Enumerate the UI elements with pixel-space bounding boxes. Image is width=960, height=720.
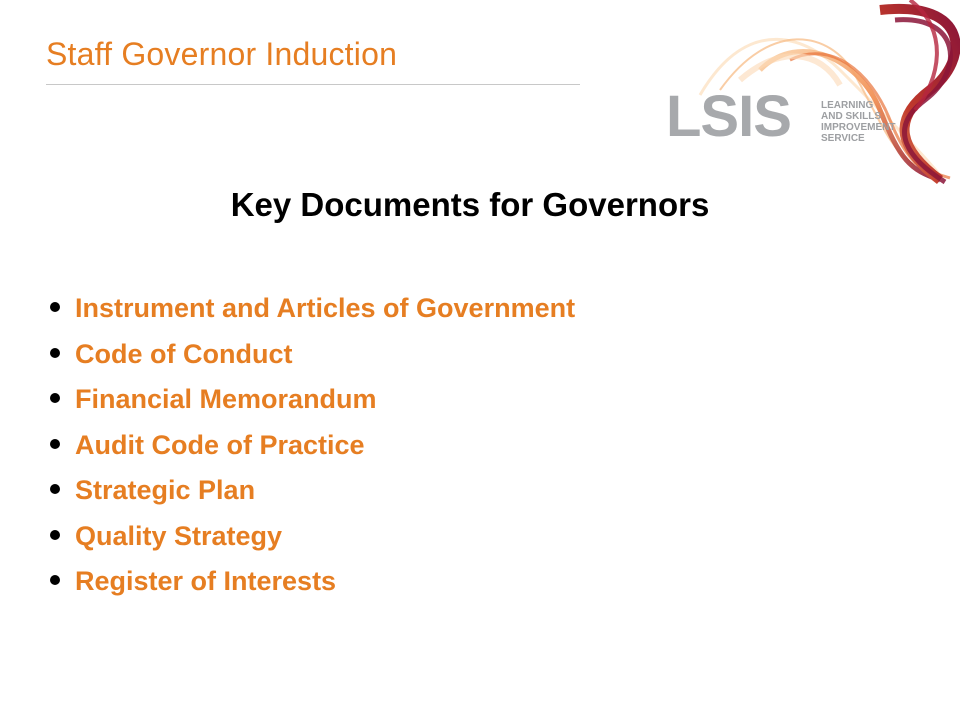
logo-tagline-line: IMPROVEMENT: [821, 122, 896, 133]
list-item-label: Audit Code of Practice: [75, 429, 365, 460]
logo-tagline: [821, 100, 895, 144]
bullet-icon: [50, 575, 60, 585]
list-item: [48, 560, 575, 606]
list-item-label: Financial Memorandum: [75, 384, 377, 414]
list-item-label: Code of Conduct: [75, 338, 293, 369]
logo-wordmark: LSIS: [666, 84, 791, 149]
header-title: Staff Governor Induction: [46, 36, 398, 72]
list-item: [48, 515, 575, 561]
list-item: [48, 469, 575, 515]
logo-tagline-line: SERVICE: [821, 133, 865, 144]
bullet-icon: [50, 348, 60, 358]
header-divider: [46, 84, 580, 85]
list-item-label: Strategic Plan: [75, 475, 256, 505]
list-item-label: Register of Interests: [75, 566, 337, 596]
logo-tagline-line: LEARNING: [821, 100, 874, 111]
list-item-label: Instrument and Articles of Government: [75, 293, 576, 323]
bullet-icon: [50, 484, 60, 494]
list-item: [48, 378, 575, 424]
documents-list: [48, 287, 575, 606]
list-item: [48, 424, 575, 470]
bullet-icon: [50, 530, 60, 540]
bullet-icon: [50, 393, 60, 403]
lsis-logo: [640, 0, 960, 185]
list-item: [48, 287, 575, 333]
bullet-icon: [50, 302, 60, 312]
list-item-label: Quality Strategy: [75, 520, 283, 551]
bullet-icon: [50, 439, 60, 449]
list-item: [48, 333, 575, 379]
slide-title: Key Documents for Governors: [230, 186, 710, 223]
logo-tagline-line: AND SKILLS: [821, 111, 881, 122]
